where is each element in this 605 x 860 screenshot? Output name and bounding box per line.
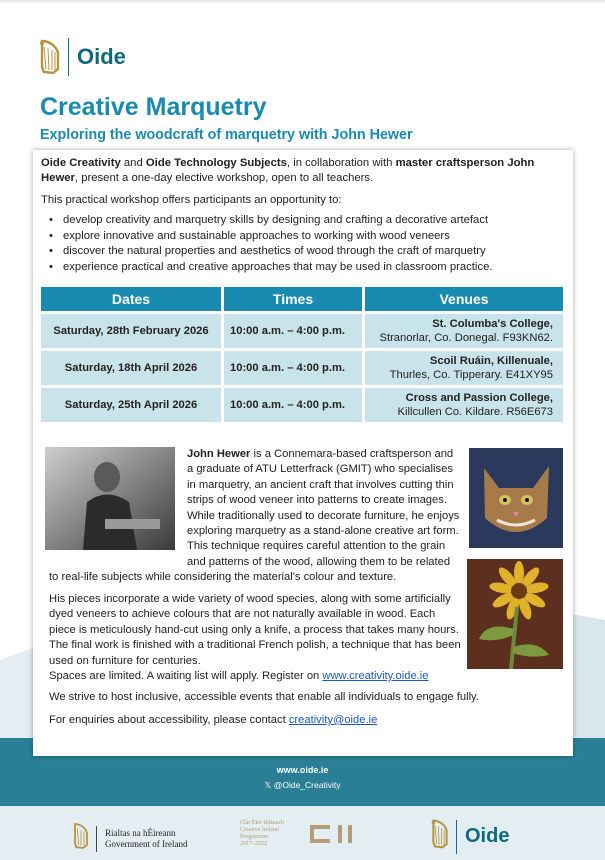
lead-text: This practical workshop offers participants an opportunity to: (41, 194, 342, 206)
org-creativity: Oide Creativity (41, 157, 121, 169)
harp-icon (72, 822, 90, 855)
footer-website[interactable]: www.oide.ie (276, 765, 329, 775)
craftsperson-name: master craftsperson John Hewer (41, 157, 535, 184)
accessibility-label: For enquiries about accessibility, please contact (49, 714, 289, 726)
cell-date: Saturday, 28th February 2026 (41, 314, 221, 348)
brand-wordmark: Oide (465, 825, 510, 847)
bio-body: is a Connemara-based craftsperson and a graduate of ATU Letterfrack (GMIT) who specialises in marquetry, an ancient craft that involves cutting thin strips of wood veneer into patterns to create images. While traditionally used to decorate furniture, he enjoys exploring marquetry as a stand-alone creative art form. This technique requires careful attention to the grain and patterns of the wood, allowing them to be related to real-life subjects while considering the material's colour and texture. (49, 448, 460, 584)
venue-name: Scoil Ruáin, Killenuale, (429, 355, 553, 367)
intro-and: and (120, 157, 146, 169)
header-times: Times (224, 287, 362, 311)
gov-line-2: Government of Ireland (105, 838, 188, 849)
table-row (41, 388, 563, 422)
oide-logo[interactable] (38, 38, 126, 76)
cell-time: 10:00 a.m. – 4:00 p.m. (224, 314, 362, 348)
venue-address: Stranorlar, Co. Donegal. F93KN62. (379, 332, 553, 344)
cell-date: Saturday, 25th April 2026 (41, 388, 221, 422)
craftsperson-photo (45, 447, 175, 550)
intro-paragraph (41, 156, 563, 186)
gov-text (105, 828, 187, 850)
email-link[interactable]: creativity@oide.ie (288, 714, 378, 726)
venue-name: Cross and Passion College, (405, 392, 553, 404)
bio-name: John Hewer (187, 448, 251, 460)
government-logo (72, 822, 187, 855)
sunflower-marquetry-image (467, 559, 563, 669)
list-item: • explore innovative and sustainable approaches to working with wood veneers (41, 229, 566, 245)
table-row (41, 351, 563, 385)
footer-social[interactable] (0, 780, 605, 791)
register-text (49, 670, 429, 682)
gov-divider (96, 826, 97, 852)
oide-logo-footer[interactable] (430, 818, 509, 855)
cell-venue (365, 314, 563, 348)
venue-address: Killcullen Co. Kildare. R56E673 (397, 406, 553, 418)
x-icon: 𝕏 (264, 780, 274, 790)
cell-venue (365, 351, 563, 385)
header-dates: Dates (41, 287, 221, 311)
objectives-list (41, 213, 566, 275)
register-label: Spaces are limited. A waiting list will apply. Register on (49, 670, 323, 682)
table-row (41, 314, 563, 348)
harp-icon (430, 818, 450, 855)
cci-line-4: 2017–2022 (240, 841, 267, 847)
cci-line-1: Clár Éire Ildánach (240, 820, 284, 826)
list-item: • develop creativity and marquetry skills by designing and crafting a decorative artefact (41, 213, 566, 229)
harp-icon (38, 39, 62, 75)
register-link[interactable]: www.creativity.oide.ie (322, 670, 429, 682)
logo-divider (68, 38, 69, 76)
cat-marquetry-image (469, 448, 563, 548)
header-venues: Venues (365, 287, 563, 311)
intro-tail: , present a one-day elective workshop, open to all teachers. (74, 172, 374, 184)
list-item: • experience practical and creative approaches that may be used in classroom practice. (41, 260, 566, 276)
intro-mid: , in collaboration with (286, 157, 396, 169)
venue-address: Thurles, Co. Tipperary. E41XY95 (389, 369, 553, 381)
page-subtitle: Exploring the woodcraft of marquetry with John Hewer (40, 127, 413, 143)
schedule-table (38, 284, 566, 425)
content-card (33, 150, 573, 756)
cell-date: Saturday, 18th April 2026 (41, 351, 221, 385)
brand-wordmark: Oide (77, 44, 126, 69)
creative-ireland-text (240, 820, 284, 848)
cell-time: 10:00 a.m. – 4:00 p.m. (224, 388, 362, 422)
page-title: Creative Marquetry (40, 93, 267, 121)
x-handle: @Oide_Creativity (273, 780, 341, 790)
logo-divider (456, 820, 457, 854)
venue-name: St. Columba's College, (432, 318, 553, 330)
table-header-row (41, 287, 563, 311)
creative-ireland-mark-icon (308, 823, 360, 845)
inclusion-text: We strive to host inclusive, accessible events that enable all individuals to engage fully. (49, 691, 479, 703)
bio-paragraph-2: His pieces incorporate a wide variety of wood species, along with some artificially dyed veneers to achieve colours that are not naturally available in wood. Each piece is meticulously hand-cut using only a knife, a process that takes many hours. The final work is finished with a traditional French polish, a technique that has been used on furniture for centuries. (49, 593, 461, 667)
org-technology: Oide Technology Subjects (145, 157, 287, 169)
list-item: • discover the natural properties and aesthetics of wood through the craft of marquetry (41, 244, 566, 260)
gov-line-1: Rialtas na hÉireann (105, 827, 176, 838)
cci-line-2: Creative Ireland (240, 827, 279, 833)
top-border (0, 0, 605, 4)
cell-venue (365, 388, 563, 422)
cell-time: 10:00 a.m. – 4:00 p.m. (224, 351, 362, 385)
accessibility-text (49, 714, 377, 726)
cci-line-3: Programme (240, 834, 268, 840)
